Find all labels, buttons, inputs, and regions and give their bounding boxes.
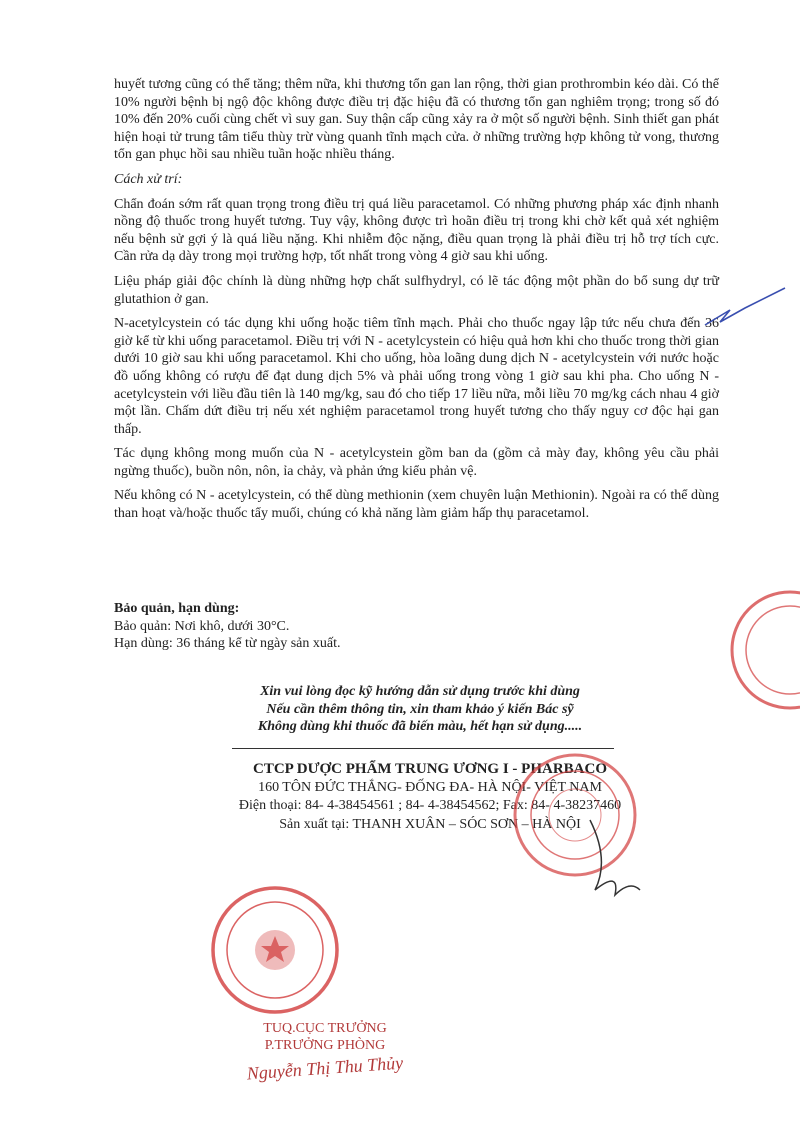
storage-section	[114, 600, 341, 653]
storage-condition: Bảo quản: Nơi khô, dưới 30°C.	[114, 618, 290, 634]
advice-line: Không dùng khi thuốc đã biến màu, hết hạn sử dụng.....	[257, 719, 583, 734]
expiry-info: Hạn dùng: 36 tháng kể từ ngày sản xuất.	[114, 636, 341, 652]
paragraph-n-acetylcystein: N-acetylcystein có tác dụng khi uống hoặc tiêm tĩnh mạch. Phải cho thuốc ngay lập tức nếu chưa đến 36 giờ kể từ khi uống paracetamol. Điều trị với N - acetylcystein có hiệu quả hơn khi cho thuốc trong thời gian dưới 10 giờ sau khi uống paracetamol. Khi cho uống, hòa loãng dung dịch N - acetylcystein với nước hoặc đồ uống không có rượu để đạt dung dịch 5% và phải uống trong vòng 1 giờ sau khi pha. Cho uống N - acetylcystein với liều đầu tiên là 140 mg/kg, sau đó cho tiếp 17 liều nữa, mỗi liều 70 mg/kg cách nhau 4 giờ một lần. Chấm dứt điều trị nếu xét nghiệm paracetamol trong huyết tương cho thấy nguy cơ độc hại gan thấp.	[114, 316, 719, 437]
company-name: CTCP DƯỢC PHẨM TRUNG ƯƠNG I - PHARBACO	[252, 761, 608, 777]
production-site: Sản xuất tại: THANH XUÂN – SÓC SƠN – HÀ NỘI	[279, 816, 581, 832]
company-phone: Điện thoại: 84- 4-38454561 ; 84- 4-38454562; Fax: 84- 4-38237460	[238, 798, 622, 813]
advice-block	[200, 683, 640, 736]
paragraph-methionin: Nếu không có N - acetylcystein, có thể dùng methionin (xem chuyên luận Methionin). Ngoài ra có thể dùng than hoạt và/hoặc thuốc tẩy muối, chúng có khả năng làm giảm hấp thụ paracetamol.	[114, 488, 719, 522]
approval-block	[225, 1020, 425, 1084]
company-stamp-partial-icon	[700, 585, 800, 715]
approval-title: TUQ.CỤC TRƯỞNG	[263, 1021, 387, 1036]
paragraph-antidote: Liệu pháp giải độc chính là dùng những hợp chất sulfhydryl, có lẽ tác động một phần do bổ sung dự trữ glutathion ở gan.	[114, 273, 719, 307]
paragraph-overdose-effects: huyết tương cũng có thể tăng; thêm nữa, khi thương tổn gan lan rộng, thời gian prothrombin kéo dài. Có thể 10% người bệnh bị ngộ độc không được điều trị đặc hiệu đã có thương tổn gan nghiêm trọng; trong số đó 10% đến 20% cuối cùng chết vì suy gan. Suy thận cấp cũng xảy ra ở một số người bệnh. Sinh thiết gan phát hiện hoại tử trung tâm tiểu thùy trừ vùng quanh tĩnh mạch cửa. ở những trường hợp không tử vong, thương tổn gan phục hồi sau nhiều tuần hoặc nhiều tháng.	[114, 77, 719, 163]
paragraph-side-effects: Tác dụng không mong muốn của N - acetylcystein gồm ban da (gồm cả mày đay, không yêu cầu phải ngừng thuốc), buồn nôn, nôn, ỉa chảy, và phản ứng kiểu phản vệ.	[114, 446, 719, 479]
ministry-seal-icon	[205, 880, 345, 1020]
storage-heading: Bảo quản, hạn dùng:	[114, 601, 240, 616]
paragraph-early-diagnosis: Chẩn đoán sớm rất quan trọng trong điều trị quá liều paracetamol. Có những phương pháp xác định nhanh nồng độ thuốc trong huyết tương. Tuy vậy, không được trì hoãn điều trị trong khi chờ kết quả xét nghiệm nếu bệnh sử gợi ý là quá liều nặng. Khi nhiễm độc nặng, điều quan trọng là phải điều trị hỗ trợ tích cực. Cần rửa dạ dày trong mọi trường hợp, tốt nhất trong vòng 4 giờ sau khi uống.	[114, 196, 719, 265]
signer-name: Nguyễn Thị Thu Thủy	[246, 1052, 404, 1084]
approval-subtitle: P.TRƯỞNG PHÒNG	[264, 1038, 386, 1053]
subheading-treatment: Cách xử trí:	[114, 171, 183, 187]
advice-line: Nếu cần thêm thông tin, xin tham khảo ý kiến Bác sỹ	[266, 701, 574, 717]
company-address: 160 TÔN ĐỨC THẮNG- ĐỐNG ĐA- HÀ NỘI- VIỆT NAM	[258, 779, 602, 795]
advice-line: Xin vui lòng đọc kỹ hướng dẫn sử dụng trước khi dùng	[260, 684, 580, 699]
document-body	[114, 76, 719, 530]
signature-icon	[570, 800, 650, 910]
pen-mark-icon	[700, 270, 790, 340]
